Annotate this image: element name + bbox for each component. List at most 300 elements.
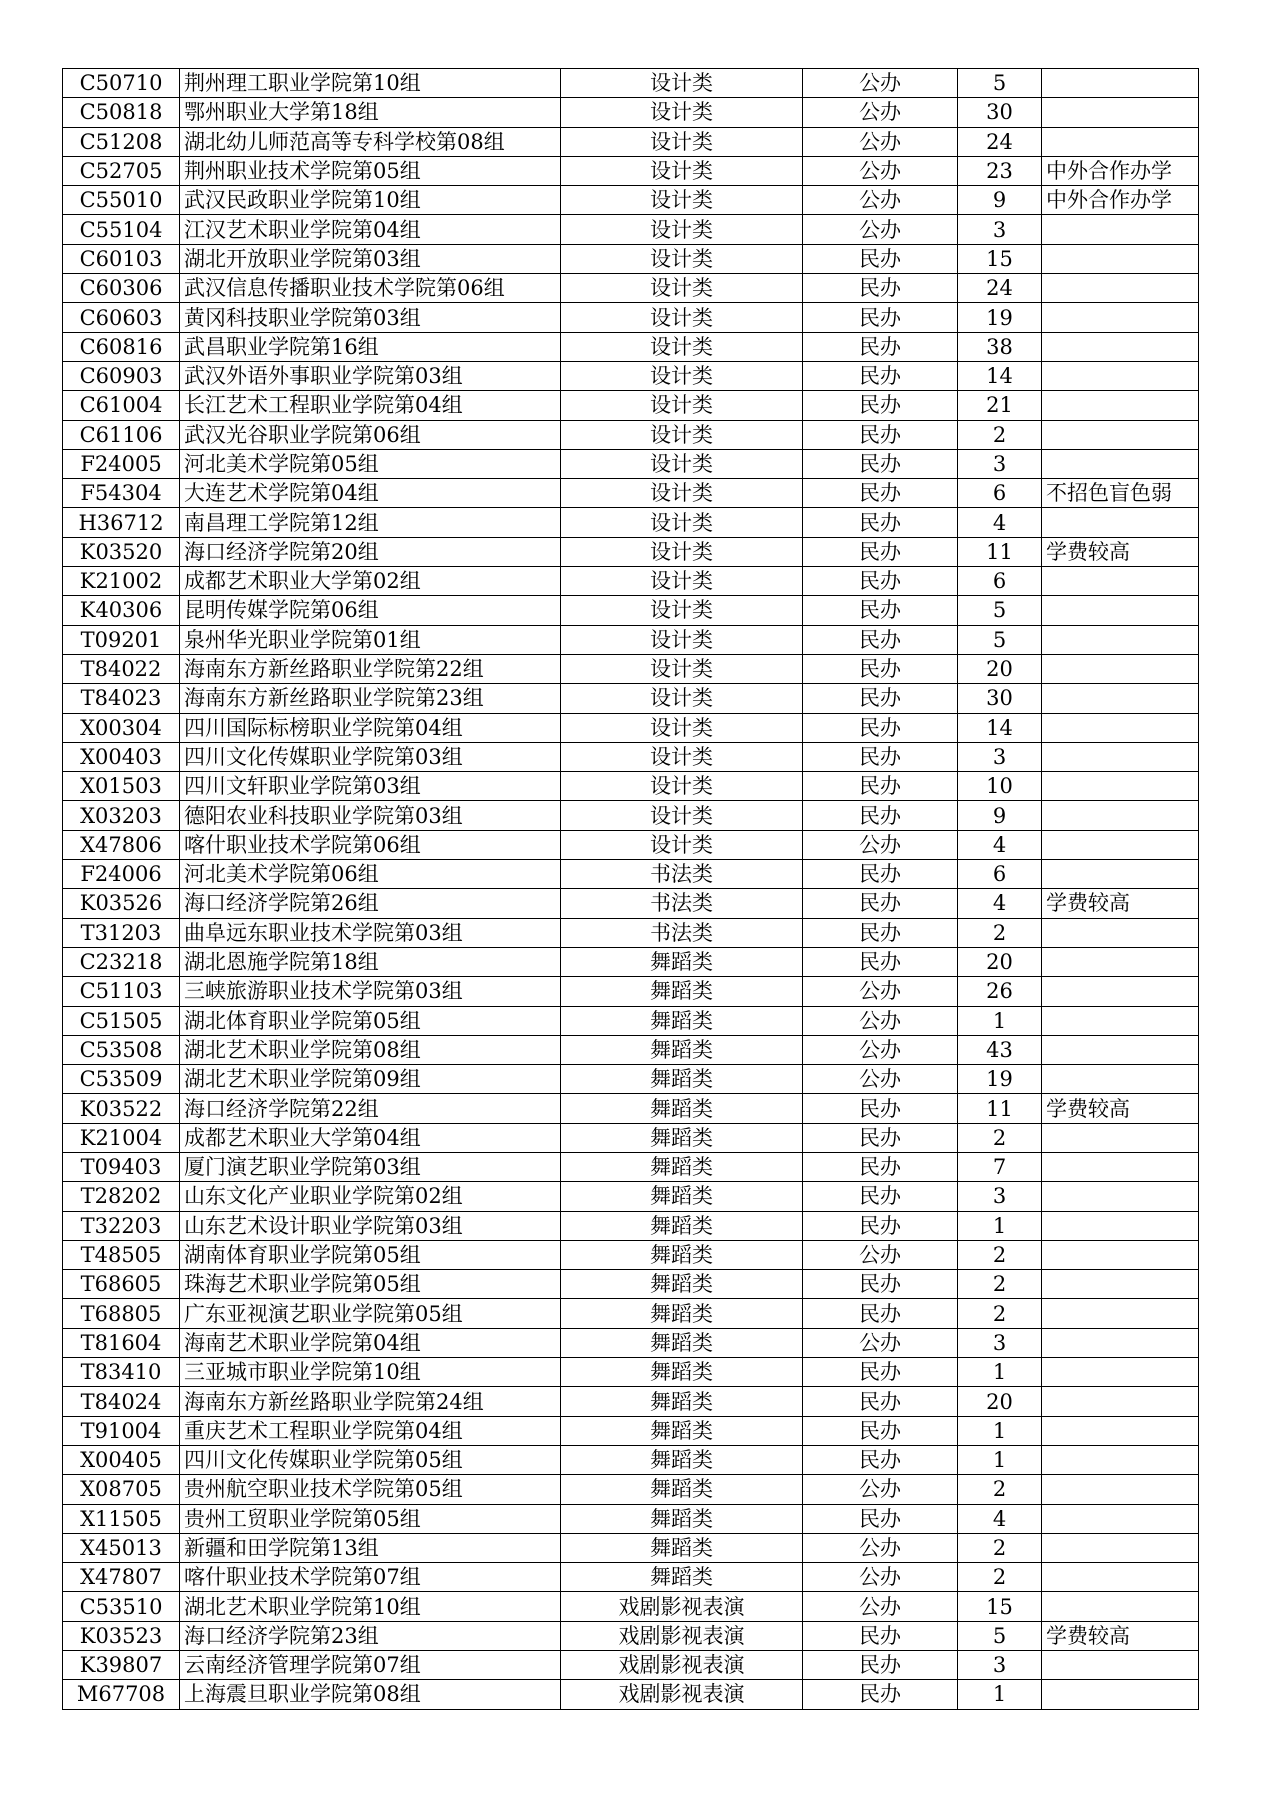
school-type-cell: 公办 bbox=[803, 1533, 958, 1562]
remark-cell bbox=[1042, 1445, 1199, 1474]
school-group-name-cell: 武汉民政职业学院第10组 bbox=[180, 186, 561, 215]
table-row bbox=[63, 1240, 1199, 1269]
table-row bbox=[63, 420, 1199, 449]
school-type-cell: 民办 bbox=[803, 1299, 958, 1328]
school-group-name-cell: 喀什职业技术学院第06组 bbox=[180, 830, 561, 859]
school-group-name-cell: 荆州理工职业学院第10组 bbox=[180, 69, 561, 98]
table-row bbox=[63, 947, 1199, 976]
school-group-name-cell: 贵州工贸职业学院第05组 bbox=[180, 1504, 561, 1533]
remark-cell bbox=[1042, 274, 1199, 303]
major-category-cell: 设计类 bbox=[561, 479, 803, 508]
school-type-cell: 民办 bbox=[803, 1680, 958, 1709]
school-group-name-cell: 曲阜远东职业技术学院第03组 bbox=[180, 918, 561, 947]
major-category-cell: 舞蹈类 bbox=[561, 977, 803, 1006]
major-category-cell: 设计类 bbox=[561, 684, 803, 713]
major-category-cell: 戏剧影视表演 bbox=[561, 1651, 803, 1680]
major-category-cell: 舞蹈类 bbox=[561, 1416, 803, 1445]
group-code-cell: T83410 bbox=[63, 1358, 180, 1387]
remark-cell bbox=[1042, 1504, 1199, 1533]
school-type-cell: 民办 bbox=[803, 1094, 958, 1123]
remark-cell bbox=[1042, 1680, 1199, 1709]
major-category-cell: 设计类 bbox=[561, 596, 803, 625]
group-code-cell: T84022 bbox=[63, 654, 180, 683]
table-row bbox=[63, 1680, 1199, 1709]
school-type-cell: 公办 bbox=[803, 186, 958, 215]
remark-cell bbox=[1042, 1182, 1199, 1211]
major-category-cell: 设计类 bbox=[561, 654, 803, 683]
major-category-cell: 设计类 bbox=[561, 742, 803, 771]
group-code-cell: C61004 bbox=[63, 391, 180, 420]
group-code-cell: X08705 bbox=[63, 1475, 180, 1504]
remark-cell: 学费较高 bbox=[1042, 537, 1199, 566]
group-code-cell: T09201 bbox=[63, 625, 180, 654]
remark-cell bbox=[1042, 860, 1199, 889]
remark-cell bbox=[1042, 244, 1199, 273]
school-type-cell: 公办 bbox=[803, 127, 958, 156]
plan-count-cell: 3 bbox=[958, 449, 1042, 478]
school-group-name-cell: 海口经济学院第20组 bbox=[180, 537, 561, 566]
school-type-cell: 民办 bbox=[803, 332, 958, 361]
plan-count-cell: 3 bbox=[958, 1651, 1042, 1680]
major-category-cell: 舞蹈类 bbox=[561, 1182, 803, 1211]
remark-cell bbox=[1042, 420, 1199, 449]
group-code-cell: K39807 bbox=[63, 1651, 180, 1680]
remark-cell bbox=[1042, 361, 1199, 390]
plan-count-cell: 20 bbox=[958, 654, 1042, 683]
group-code-cell: K21002 bbox=[63, 567, 180, 596]
remark-cell bbox=[1042, 303, 1199, 332]
table-row bbox=[63, 1065, 1199, 1094]
major-category-cell: 书法类 bbox=[561, 889, 803, 918]
school-type-cell: 民办 bbox=[803, 742, 958, 771]
table-row bbox=[63, 1621, 1199, 1650]
school-group-name-cell: 湖北幼儿师范高等专科学校第08组 bbox=[180, 127, 561, 156]
table-row bbox=[63, 332, 1199, 361]
remark-cell: 学费较高 bbox=[1042, 889, 1199, 918]
plan-count-cell: 11 bbox=[958, 1094, 1042, 1123]
remark-cell bbox=[1042, 713, 1199, 742]
remark-cell bbox=[1042, 215, 1199, 244]
table-row bbox=[63, 244, 1199, 273]
remark-cell bbox=[1042, 596, 1199, 625]
major-category-cell: 设计类 bbox=[561, 713, 803, 742]
major-category-cell: 设计类 bbox=[561, 156, 803, 185]
remark-cell bbox=[1042, 98, 1199, 127]
major-category-cell: 舞蹈类 bbox=[561, 1152, 803, 1181]
remark-cell bbox=[1042, 391, 1199, 420]
table-row bbox=[63, 303, 1199, 332]
plan-count-cell: 2 bbox=[958, 1270, 1042, 1299]
school-type-cell: 民办 bbox=[803, 889, 958, 918]
school-type-cell: 民办 bbox=[803, 391, 958, 420]
school-type-cell: 公办 bbox=[803, 156, 958, 185]
table-row bbox=[63, 1328, 1199, 1357]
school-group-name-cell: 三峡旅游职业技术学院第03组 bbox=[180, 977, 561, 1006]
major-category-cell: 舞蹈类 bbox=[561, 1240, 803, 1269]
school-group-name-cell: 荆州职业技术学院第05组 bbox=[180, 156, 561, 185]
major-category-cell: 设计类 bbox=[561, 420, 803, 449]
group-code-cell: T48505 bbox=[63, 1240, 180, 1269]
school-type-cell: 公办 bbox=[803, 1328, 958, 1357]
plan-count-cell: 21 bbox=[958, 391, 1042, 420]
school-type-cell: 民办 bbox=[803, 1387, 958, 1416]
plan-count-cell: 2 bbox=[958, 420, 1042, 449]
school-group-name-cell: 珠海艺术职业学院第05组 bbox=[180, 1270, 561, 1299]
group-code-cell: C61106 bbox=[63, 420, 180, 449]
plan-count-cell: 4 bbox=[958, 1504, 1042, 1533]
plan-count-cell: 4 bbox=[958, 889, 1042, 918]
plan-count-cell: 43 bbox=[958, 1035, 1042, 1064]
school-type-cell: 民办 bbox=[803, 449, 958, 478]
remark-cell bbox=[1042, 1416, 1199, 1445]
remark-cell bbox=[1042, 977, 1199, 1006]
school-group-name-cell: 山东文化产业职业学院第02组 bbox=[180, 1182, 561, 1211]
group-code-cell: K03520 bbox=[63, 537, 180, 566]
school-type-cell: 公办 bbox=[803, 1563, 958, 1592]
plan-count-cell: 5 bbox=[958, 596, 1042, 625]
table-row bbox=[63, 889, 1199, 918]
school-type-cell: 公办 bbox=[803, 830, 958, 859]
group-code-cell: C60306 bbox=[63, 274, 180, 303]
school-group-name-cell: 海口经济学院第26组 bbox=[180, 889, 561, 918]
school-group-name-cell: 湖南体育职业学院第05组 bbox=[180, 1240, 561, 1269]
remark-cell bbox=[1042, 918, 1199, 947]
school-group-name-cell: 武汉信息传播职业技术学院第06组 bbox=[180, 274, 561, 303]
group-code-cell: C53510 bbox=[63, 1592, 180, 1621]
remark-cell bbox=[1042, 1651, 1199, 1680]
plan-count-cell: 5 bbox=[958, 625, 1042, 654]
school-type-cell: 民办 bbox=[803, 625, 958, 654]
school-type-cell: 民办 bbox=[803, 274, 958, 303]
table-row bbox=[63, 1533, 1199, 1562]
school-type-cell: 民办 bbox=[803, 244, 958, 273]
group-code-cell: C55104 bbox=[63, 215, 180, 244]
major-category-cell: 设计类 bbox=[561, 69, 803, 98]
remark-cell bbox=[1042, 1328, 1199, 1357]
school-type-cell: 民办 bbox=[803, 684, 958, 713]
plan-count-cell: 24 bbox=[958, 274, 1042, 303]
group-code-cell: K03523 bbox=[63, 1621, 180, 1650]
table-row bbox=[63, 69, 1199, 98]
group-code-cell: C53509 bbox=[63, 1065, 180, 1094]
school-type-cell: 民办 bbox=[803, 420, 958, 449]
table-row bbox=[63, 977, 1199, 1006]
group-code-cell: C50710 bbox=[63, 69, 180, 98]
table-row bbox=[63, 537, 1199, 566]
school-group-name-cell: 喀什职业技术学院第07组 bbox=[180, 1563, 561, 1592]
group-code-cell: K21004 bbox=[63, 1123, 180, 1152]
major-category-cell: 舞蹈类 bbox=[561, 1445, 803, 1474]
plan-count-cell: 3 bbox=[958, 215, 1042, 244]
table-row bbox=[63, 1592, 1199, 1621]
school-type-cell: 民办 bbox=[803, 801, 958, 830]
table-row bbox=[63, 1211, 1199, 1240]
major-category-cell: 书法类 bbox=[561, 860, 803, 889]
school-group-name-cell: 厦门演艺职业学院第03组 bbox=[180, 1152, 561, 1181]
group-code-cell: T68805 bbox=[63, 1299, 180, 1328]
table-row bbox=[63, 1358, 1199, 1387]
major-category-cell: 舞蹈类 bbox=[561, 1387, 803, 1416]
major-category-cell: 舞蹈类 bbox=[561, 1328, 803, 1357]
table-row bbox=[63, 830, 1199, 859]
group-code-cell: K03526 bbox=[63, 889, 180, 918]
table-row bbox=[63, 127, 1199, 156]
group-code-cell: H36712 bbox=[63, 508, 180, 537]
school-group-name-cell: 海南东方新丝路职业学院第24组 bbox=[180, 1387, 561, 1416]
school-type-cell: 民办 bbox=[803, 654, 958, 683]
plan-count-cell: 2 bbox=[958, 1475, 1042, 1504]
school-group-name-cell: 海南艺术职业学院第04组 bbox=[180, 1328, 561, 1357]
school-group-name-cell: 大连艺术学院第04组 bbox=[180, 479, 561, 508]
group-code-cell: M67708 bbox=[63, 1680, 180, 1709]
table-row bbox=[63, 1299, 1199, 1328]
plan-count-cell: 15 bbox=[958, 1592, 1042, 1621]
table-row bbox=[63, 860, 1199, 889]
group-code-cell: T91004 bbox=[63, 1416, 180, 1445]
major-category-cell: 设计类 bbox=[561, 537, 803, 566]
school-group-name-cell: 湖北恩施学院第18组 bbox=[180, 947, 561, 976]
group-code-cell: C50818 bbox=[63, 98, 180, 127]
school-type-cell: 民办 bbox=[803, 1358, 958, 1387]
plan-count-cell: 2 bbox=[958, 918, 1042, 947]
group-code-cell: C52705 bbox=[63, 156, 180, 185]
remark-cell bbox=[1042, 1065, 1199, 1094]
major-category-cell: 设计类 bbox=[561, 98, 803, 127]
major-category-cell: 戏剧影视表演 bbox=[561, 1680, 803, 1709]
table-row bbox=[63, 98, 1199, 127]
school-group-name-cell: 德阳农业科技职业学院第03组 bbox=[180, 801, 561, 830]
plan-count-cell: 3 bbox=[958, 742, 1042, 771]
table-row bbox=[63, 508, 1199, 537]
major-category-cell: 舞蹈类 bbox=[561, 1035, 803, 1064]
remark-cell bbox=[1042, 654, 1199, 683]
table-row bbox=[63, 1182, 1199, 1211]
plan-count-cell: 10 bbox=[958, 772, 1042, 801]
table-row bbox=[63, 1035, 1199, 1064]
plan-count-cell: 1 bbox=[958, 1416, 1042, 1445]
school-group-name-cell: 武汉外语外事职业学院第03组 bbox=[180, 361, 561, 390]
remark-cell bbox=[1042, 1358, 1199, 1387]
school-type-cell: 民办 bbox=[803, 1416, 958, 1445]
school-group-name-cell: 鄂州职业大学第18组 bbox=[180, 98, 561, 127]
major-category-cell: 设计类 bbox=[561, 361, 803, 390]
group-code-cell: C51208 bbox=[63, 127, 180, 156]
school-type-cell: 民办 bbox=[803, 361, 958, 390]
table-row bbox=[63, 742, 1199, 771]
major-category-cell: 戏剧影视表演 bbox=[561, 1592, 803, 1621]
school-group-name-cell: 河北美术学院第05组 bbox=[180, 449, 561, 478]
plan-count-cell: 2 bbox=[958, 1240, 1042, 1269]
school-group-name-cell: 海南东方新丝路职业学院第22组 bbox=[180, 654, 561, 683]
table-row bbox=[63, 1651, 1199, 1680]
plan-count-cell: 5 bbox=[958, 69, 1042, 98]
table-row bbox=[63, 1152, 1199, 1181]
table-row bbox=[63, 391, 1199, 420]
group-code-cell: C60816 bbox=[63, 332, 180, 361]
remark-cell bbox=[1042, 1123, 1199, 1152]
remark-cell bbox=[1042, 684, 1199, 713]
table-row bbox=[63, 156, 1199, 185]
school-group-name-cell: 成都艺术职业大学第02组 bbox=[180, 567, 561, 596]
school-group-name-cell: 海南东方新丝路职业学院第23组 bbox=[180, 684, 561, 713]
group-code-cell: T28202 bbox=[63, 1182, 180, 1211]
plan-count-cell: 3 bbox=[958, 1328, 1042, 1357]
remark-cell bbox=[1042, 127, 1199, 156]
table-row bbox=[63, 1504, 1199, 1533]
remark-cell bbox=[1042, 1211, 1199, 1240]
school-type-cell: 民办 bbox=[803, 918, 958, 947]
group-code-cell: C51103 bbox=[63, 977, 180, 1006]
group-code-cell: C23218 bbox=[63, 947, 180, 976]
school-type-cell: 公办 bbox=[803, 69, 958, 98]
school-group-name-cell: 南昌理工学院第12组 bbox=[180, 508, 561, 537]
group-code-cell: X45013 bbox=[63, 1533, 180, 1562]
group-code-cell: T32203 bbox=[63, 1211, 180, 1240]
school-type-cell: 民办 bbox=[803, 1270, 958, 1299]
remark-cell bbox=[1042, 947, 1199, 976]
table-row bbox=[63, 1563, 1199, 1592]
school-group-name-cell: 湖北艺术职业学院第09组 bbox=[180, 1065, 561, 1094]
table-row bbox=[63, 625, 1199, 654]
group-code-cell: X00405 bbox=[63, 1445, 180, 1474]
plan-count-cell: 4 bbox=[958, 508, 1042, 537]
remark-cell bbox=[1042, 801, 1199, 830]
school-group-name-cell: 三亚城市职业学院第10组 bbox=[180, 1358, 561, 1387]
plan-count-cell: 6 bbox=[958, 479, 1042, 508]
school-type-cell: 民办 bbox=[803, 772, 958, 801]
major-category-cell: 设计类 bbox=[561, 274, 803, 303]
remark-cell bbox=[1042, 1270, 1199, 1299]
school-group-name-cell: 成都艺术职业大学第04组 bbox=[180, 1123, 561, 1152]
school-group-name-cell: 河北美术学院第06组 bbox=[180, 860, 561, 889]
school-group-name-cell: 江汉艺术职业学院第04组 bbox=[180, 215, 561, 244]
remark-cell bbox=[1042, 1475, 1199, 1504]
school-group-name-cell: 四川文化传媒职业学院第05组 bbox=[180, 1445, 561, 1474]
group-code-cell: X00304 bbox=[63, 713, 180, 742]
school-group-name-cell: 新疆和田学院第13组 bbox=[180, 1533, 561, 1562]
major-category-cell: 舞蹈类 bbox=[561, 1533, 803, 1562]
admission-plan-table bbox=[62, 68, 1199, 1710]
school-type-cell: 公办 bbox=[803, 977, 958, 1006]
remark-cell: 中外合作办学 bbox=[1042, 156, 1199, 185]
school-type-cell: 公办 bbox=[803, 1240, 958, 1269]
plan-count-cell: 23 bbox=[958, 156, 1042, 185]
major-category-cell: 舞蹈类 bbox=[561, 1123, 803, 1152]
group-code-cell: X47807 bbox=[63, 1563, 180, 1592]
plan-count-cell: 30 bbox=[958, 684, 1042, 713]
plan-count-cell: 26 bbox=[958, 977, 1042, 1006]
table-row bbox=[63, 1123, 1199, 1152]
plan-count-cell: 2 bbox=[958, 1299, 1042, 1328]
school-type-cell: 公办 bbox=[803, 1035, 958, 1064]
major-category-cell: 设计类 bbox=[561, 215, 803, 244]
group-code-cell: T84024 bbox=[63, 1387, 180, 1416]
remark-cell: 中外合作办学 bbox=[1042, 186, 1199, 215]
plan-count-cell: 1 bbox=[958, 1680, 1042, 1709]
major-category-cell: 设计类 bbox=[561, 186, 803, 215]
remark-cell bbox=[1042, 772, 1199, 801]
remark-cell bbox=[1042, 1563, 1199, 1592]
table-row bbox=[63, 1387, 1199, 1416]
table-row bbox=[63, 449, 1199, 478]
plan-count-cell: 14 bbox=[958, 713, 1042, 742]
remark-cell bbox=[1042, 332, 1199, 361]
major-category-cell: 舞蹈类 bbox=[561, 1504, 803, 1533]
remark-cell bbox=[1042, 830, 1199, 859]
group-code-cell: X47806 bbox=[63, 830, 180, 859]
school-group-name-cell: 四川文化传媒职业学院第03组 bbox=[180, 742, 561, 771]
table-row bbox=[63, 479, 1199, 508]
table-row bbox=[63, 215, 1199, 244]
plan-count-cell: 2 bbox=[958, 1123, 1042, 1152]
school-group-name-cell: 湖北艺术职业学院第08组 bbox=[180, 1035, 561, 1064]
major-category-cell: 舞蹈类 bbox=[561, 1094, 803, 1123]
group-code-cell: C55010 bbox=[63, 186, 180, 215]
group-code-cell: C60103 bbox=[63, 244, 180, 273]
table-row bbox=[63, 684, 1199, 713]
table-row bbox=[63, 361, 1199, 390]
major-category-cell: 设计类 bbox=[561, 801, 803, 830]
group-code-cell: C60903 bbox=[63, 361, 180, 390]
remark-cell bbox=[1042, 1299, 1199, 1328]
plan-count-cell: 5 bbox=[958, 1621, 1042, 1650]
remark-cell bbox=[1042, 508, 1199, 537]
major-category-cell: 设计类 bbox=[561, 567, 803, 596]
school-group-name-cell: 四川国际标榜职业学院第04组 bbox=[180, 713, 561, 742]
remark-cell bbox=[1042, 625, 1199, 654]
group-code-cell: X00403 bbox=[63, 742, 180, 771]
plan-count-cell: 11 bbox=[958, 537, 1042, 566]
school-type-cell: 民办 bbox=[803, 1651, 958, 1680]
table-row bbox=[63, 1006, 1199, 1035]
school-group-name-cell: 上海震旦职业学院第08组 bbox=[180, 1680, 561, 1709]
major-category-cell: 舞蹈类 bbox=[561, 947, 803, 976]
plan-count-cell: 30 bbox=[958, 98, 1042, 127]
plan-count-cell: 6 bbox=[958, 567, 1042, 596]
school-type-cell: 民办 bbox=[803, 1152, 958, 1181]
plan-count-cell: 20 bbox=[958, 947, 1042, 976]
school-type-cell: 民办 bbox=[803, 1445, 958, 1474]
table-row bbox=[63, 654, 1199, 683]
plan-count-cell: 3 bbox=[958, 1182, 1042, 1211]
group-code-cell: T09403 bbox=[63, 1152, 180, 1181]
school-group-name-cell: 昆明传媒学院第06组 bbox=[180, 596, 561, 625]
group-code-cell: X11505 bbox=[63, 1504, 180, 1533]
school-type-cell: 民办 bbox=[803, 537, 958, 566]
group-code-cell: X01503 bbox=[63, 772, 180, 801]
group-code-cell: C53508 bbox=[63, 1035, 180, 1064]
plan-count-cell: 24 bbox=[958, 127, 1042, 156]
plan-count-cell: 38 bbox=[958, 332, 1042, 361]
major-category-cell: 舞蹈类 bbox=[561, 1358, 803, 1387]
school-group-name-cell: 四川文轩职业学院第03组 bbox=[180, 772, 561, 801]
table-row bbox=[63, 1475, 1199, 1504]
school-type-cell: 民办 bbox=[803, 508, 958, 537]
plan-count-cell: 7 bbox=[958, 1152, 1042, 1181]
plan-count-cell: 1 bbox=[958, 1006, 1042, 1035]
school-type-cell: 民办 bbox=[803, 1182, 958, 1211]
major-category-cell: 设计类 bbox=[561, 332, 803, 361]
group-code-cell: T68605 bbox=[63, 1270, 180, 1299]
school-type-cell: 公办 bbox=[803, 215, 958, 244]
plan-count-cell: 9 bbox=[958, 186, 1042, 215]
school-type-cell: 民办 bbox=[803, 303, 958, 332]
table-row bbox=[63, 801, 1199, 830]
remark-cell bbox=[1042, 1035, 1199, 1064]
school-type-cell: 公办 bbox=[803, 1592, 958, 1621]
major-category-cell: 设计类 bbox=[561, 508, 803, 537]
remark-cell bbox=[1042, 1152, 1199, 1181]
